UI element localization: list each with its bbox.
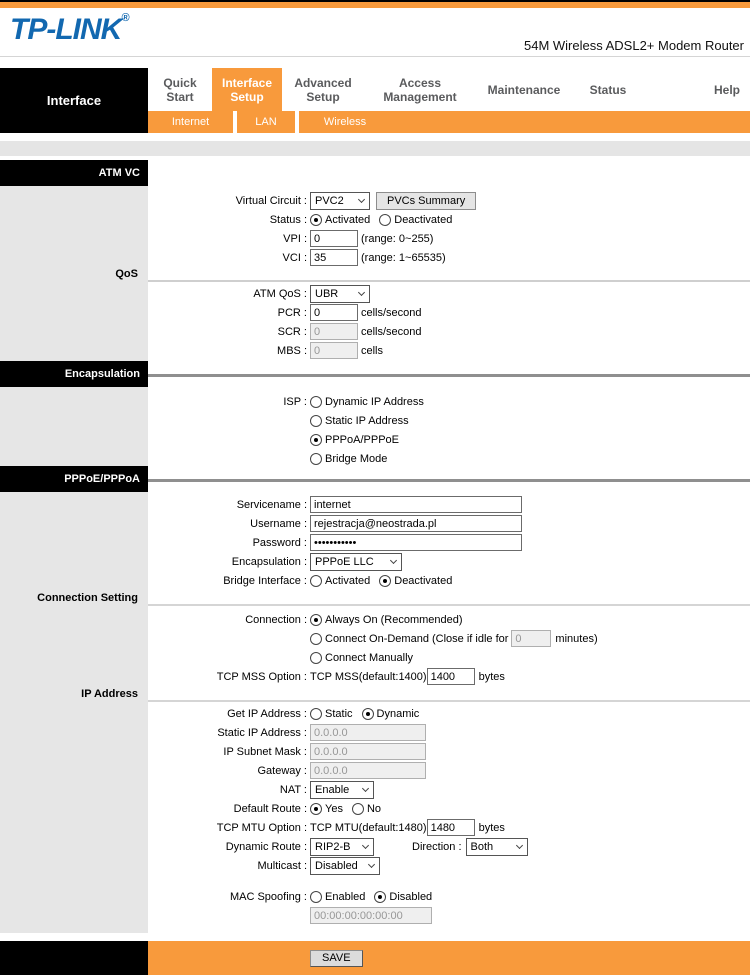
isp-bridge-radio[interactable] — [310, 453, 322, 465]
default-route-yes-radio[interactable] — [310, 803, 322, 815]
connection-on-demand-row — [148, 629, 750, 648]
pcr-unit: cells/second — [361, 306, 422, 319]
scr-row — [148, 322, 750, 341]
pre-footer-gap — [0, 933, 750, 941]
section-title-connection-setting: Connection Setting — [37, 592, 138, 604]
atm-qos-row — [148, 284, 750, 303]
scr-input — [310, 323, 358, 340]
connection-always-on-row — [148, 610, 750, 629]
pvcs-summary-button[interactable]: PVCs Summary — [376, 192, 476, 210]
servicename-input[interactable] — [310, 496, 522, 513]
tab-advanced-setup[interactable]: Advanced Setup — [294, 75, 352, 104]
username-label: Username : — [250, 517, 307, 530]
isp-pppoa-radio[interactable] — [310, 434, 322, 446]
mac-enabled-radio[interactable] — [310, 891, 322, 903]
mbs-unit: cells — [361, 344, 384, 357]
get-ip-static-radio[interactable] — [310, 708, 322, 720]
product-title: 54M Wireless ADSL2+ Modem Router — [523, 38, 744, 53]
pcr-label: PCR : — [277, 306, 307, 319]
section-pppoe — [0, 473, 750, 604]
tcp-mtu-prefix: TCP MTU(default:1480) — [310, 821, 427, 834]
bridge-activated-label: Activated — [325, 574, 371, 587]
tab-access-management[interactable]: Access Management — [383, 75, 457, 104]
chevron-down-icon — [358, 196, 365, 203]
isp-static-radio[interactable] — [310, 415, 322, 427]
main-navigation — [0, 68, 750, 133]
multicast-value: Disabled — [315, 859, 358, 872]
password-input[interactable] — [310, 534, 522, 551]
chevron-down-icon — [515, 842, 522, 849]
pppoe-encapsulation-select[interactable] — [310, 553, 402, 571]
username-input[interactable] — [310, 515, 522, 532]
section-qos — [0, 268, 750, 374]
virtual-circuit-row — [148, 191, 750, 210]
virtual-circuit-select[interactable] — [310, 192, 370, 210]
status-label: Status : — [269, 213, 307, 226]
tcp-mss-input[interactable] — [427, 668, 475, 685]
pcr-input[interactable] — [310, 304, 358, 321]
virtual-circuit-label: Virtual Circuit : — [235, 194, 307, 207]
bridge-interface-row — [148, 571, 750, 590]
vci-row — [148, 248, 750, 267]
isp-row-dynamic — [148, 392, 750, 411]
chevron-down-icon — [368, 861, 375, 868]
multicast-row — [148, 856, 750, 875]
vci-label: VCI : — [282, 251, 307, 264]
mac-disabled-radio[interactable] — [374, 891, 386, 903]
section-atm-vc — [0, 160, 750, 280]
get-ip-label: Get IP Address : — [227, 707, 307, 720]
bridge-deactivated-label: Deactivated — [394, 574, 453, 587]
subtab-wireless[interactable]: Wireless — [323, 116, 367, 128]
save-button[interactable]: SAVE — [310, 950, 363, 967]
nat-row — [148, 780, 750, 799]
bridge-deactivated-radio[interactable] — [379, 575, 391, 587]
spacer-band — [0, 141, 750, 156]
vpi-label: VPI : — [283, 232, 307, 245]
status-deactivated-radio[interactable] — [379, 214, 391, 226]
tplink-logo — [10, 12, 129, 47]
on-demand-label-suffix: minutes) — [555, 632, 598, 645]
tcp-mss-label: TCP MSS Option : — [216, 670, 307, 683]
pppoe-encapsulation-value: PPPoE LLC — [315, 555, 374, 568]
default-route-yes-label: Yes — [325, 802, 343, 815]
tab-maintenance[interactable]: Maintenance — [487, 82, 561, 97]
idle-minutes-input — [511, 630, 551, 647]
section-title-encapsulation: Encapsulation — [0, 361, 148, 387]
direction-select[interactable] — [466, 838, 528, 856]
mac-disabled-label: Disabled — [389, 890, 433, 903]
connection-label: Connection : — [245, 613, 307, 626]
chevron-down-icon — [362, 842, 369, 849]
mac-enabled-label: Enabled — [325, 890, 366, 903]
section-encapsulation — [0, 368, 750, 479]
gateway-row — [148, 761, 750, 780]
mac-address-row — [148, 906, 750, 925]
mbs-input — [310, 342, 358, 359]
gateway-input — [310, 762, 426, 779]
atm-qos-value: UBR — [315, 287, 339, 300]
isp-bridge-label: Bridge Mode — [325, 452, 388, 465]
vpi-input[interactable] — [310, 230, 358, 247]
password-row — [148, 533, 750, 552]
servicename-row — [148, 495, 750, 514]
get-ip-row — [148, 704, 750, 723]
mbs-label: MBS : — [277, 344, 307, 357]
mac-spoofing-label: MAC Spoofing : — [229, 890, 307, 903]
nav-panel-label: Interface — [0, 68, 148, 133]
vci-range-hint: (range: 1~65535) — [361, 251, 446, 264]
static-ip-input — [310, 724, 426, 741]
tcp-mtu-unit: bytes — [478, 821, 505, 834]
direction-label: Direction : — [412, 840, 462, 853]
username-row — [148, 514, 750, 533]
footer-black-block — [0, 941, 148, 975]
tab-help[interactable]: Help — [713, 82, 740, 97]
section-ip-address — [0, 688, 750, 933]
tcp-mtu-label: TCP MTU Option : — [216, 821, 307, 834]
tcp-mtu-row — [148, 818, 750, 837]
direction-value: Both — [470, 840, 494, 853]
tab-interface-setup[interactable]: Interface Setup — [212, 68, 282, 111]
isp-static-label: Static IP Address — [325, 414, 409, 427]
dynamic-route-label: Dynamic Route : — [225, 840, 307, 853]
status-deactivated-label: Deactivated — [394, 213, 453, 226]
tab-status[interactable]: Status — [589, 82, 627, 97]
default-route-label: Default Route : — [233, 802, 307, 815]
dynamic-route-value: RIP2-B — [315, 840, 351, 853]
vpi-row — [148, 229, 750, 248]
scr-unit: cells/second — [361, 325, 422, 338]
status-activated-radio[interactable] — [310, 214, 322, 226]
static-ip-label: Static IP Address : — [217, 726, 307, 739]
subtab-internet[interactable]: Internet — [171, 116, 210, 128]
dynamic-route-select[interactable] — [310, 838, 374, 856]
mac-spoofing-row — [148, 887, 750, 906]
pppoe-encapsulation-label: Encapsulation : — [231, 555, 307, 568]
always-on-radio[interactable] — [310, 614, 322, 626]
isp-row-pppoa — [148, 430, 750, 449]
atm-qos-select[interactable] — [310, 285, 370, 303]
default-route-no-label: No — [366, 802, 382, 815]
gateway-label: Gateway : — [257, 764, 307, 777]
atm-qos-label: ATM QoS : — [253, 287, 307, 300]
virtual-circuit-value: PVC2 — [315, 194, 344, 207]
subnet-row — [148, 742, 750, 761]
static-ip-row — [148, 723, 750, 742]
servicename-label: Servicename : — [236, 498, 307, 511]
connection-manual-row — [148, 648, 750, 667]
section-title-qos: QoS — [115, 268, 138, 280]
default-route-row — [148, 799, 750, 818]
tab-quick-start[interactable]: Quick Start — [163, 75, 197, 104]
section-title-ip-address: IP Address — [81, 688, 138, 700]
isp-row-static — [148, 411, 750, 430]
status-activated-label: Activated — [325, 213, 371, 226]
section-title-pppoe: PPPoE/PPPoA — [0, 466, 148, 492]
tab-bar — [148, 68, 750, 111]
chevron-down-icon — [362, 785, 369, 792]
nat-label: NAT : — [279, 783, 307, 796]
pppoe-encapsulation-row — [148, 552, 750, 571]
subtab-lan[interactable]: LAN — [255, 116, 277, 128]
status-row — [148, 210, 750, 229]
tcp-mss-row — [148, 667, 750, 686]
subnet-label: IP Subnet Mask : — [223, 745, 307, 758]
on-demand-label-prefix: Connect On-Demand (Close if idle for — [325, 632, 509, 645]
isp-row-bridge — [148, 449, 750, 468]
isp-dynamic-label: Dynamic IP Address — [325, 395, 424, 408]
multicast-label: Multicast : — [257, 859, 307, 872]
nat-select[interactable] — [310, 781, 374, 799]
connect-manually-radio[interactable] — [310, 652, 322, 664]
on-demand-radio[interactable] — [310, 633, 322, 645]
subtab-bar — [148, 111, 750, 133]
subnet-input — [310, 743, 426, 760]
always-on-label: Always On (Recommended) — [325, 613, 463, 626]
get-ip-dynamic-label: Dynamic — [376, 707, 420, 720]
get-ip-static-label: Static — [325, 707, 353, 720]
mbs-row — [148, 341, 750, 360]
logo-text: TP-LINK — [10, 13, 122, 46]
pcr-row — [148, 303, 750, 322]
dynamic-route-row — [148, 837, 750, 856]
bridge-interface-label: Bridge Interface : — [223, 574, 307, 587]
chevron-down-icon — [358, 289, 365, 296]
vci-input[interactable] — [310, 249, 358, 266]
mac-address-input — [310, 907, 432, 924]
vpi-range-hint: (range: 0~255) — [361, 232, 434, 245]
get-ip-dynamic-radio[interactable] — [362, 708, 374, 720]
isp-label: ISP : — [283, 395, 307, 408]
tcp-mss-prefix: TCP MSS(default:1400) — [310, 670, 427, 683]
registered-mark: ® — [121, 12, 130, 24]
default-route-no-radio[interactable] — [352, 803, 364, 815]
bridge-activated-radio[interactable] — [310, 575, 322, 587]
multicast-select[interactable] — [310, 857, 380, 875]
connect-manually-label: Connect Manually — [325, 651, 414, 664]
isp-pppoa-label: PPPoA/PPPoE — [325, 433, 399, 446]
nat-value: Enable — [315, 783, 350, 796]
password-label: Password : — [252, 536, 307, 549]
tcp-mtu-input[interactable] — [427, 819, 475, 836]
chevron-down-icon — [390, 557, 397, 564]
isp-dynamic-radio[interactable] — [310, 396, 322, 408]
scr-label: SCR : — [277, 325, 307, 338]
footer-orange-bar — [148, 941, 750, 975]
section-connection-setting — [0, 592, 750, 700]
section-title-atm-vc: ATM VC — [0, 160, 148, 186]
header — [0, 8, 750, 57]
tcp-mss-unit: bytes — [478, 670, 505, 683]
footer-bar — [0, 941, 750, 975]
